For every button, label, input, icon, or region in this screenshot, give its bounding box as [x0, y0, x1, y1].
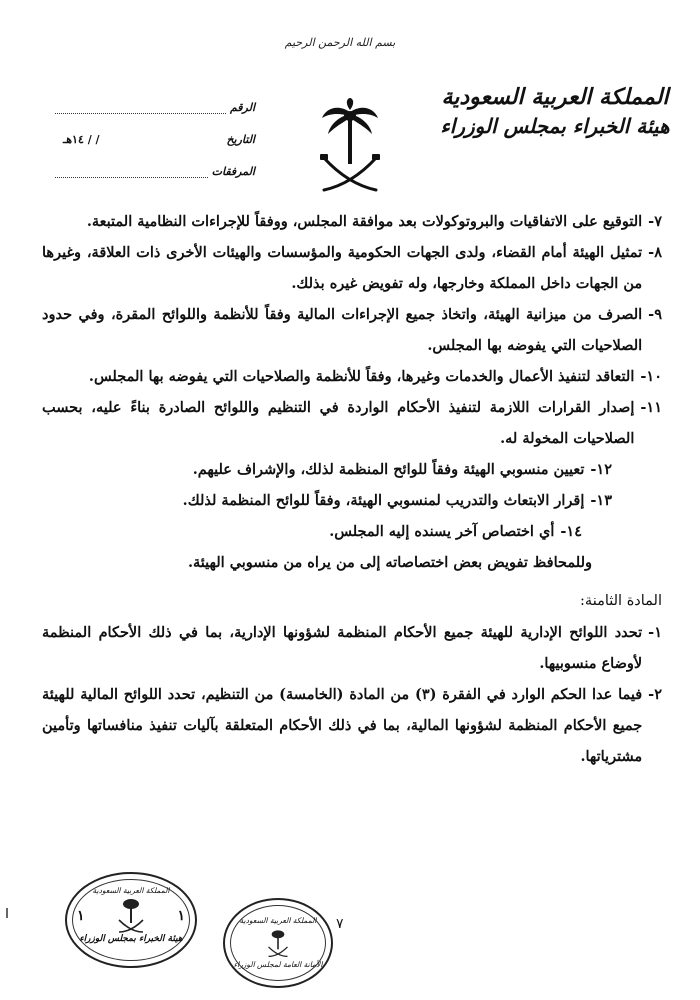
seal-text-bottom: الأمانة العامة لمجلس الوزراء — [233, 960, 323, 969]
official-seal — [223, 898, 333, 988]
seal-number: ١ — [177, 908, 185, 924]
attachments-label: المرفقات — [211, 165, 255, 178]
attachments-field — [55, 165, 208, 178]
article-item — [42, 679, 662, 772]
seal-text-top: المملكة العربية السعودية — [239, 916, 317, 925]
palm-swords-emblem-icon — [318, 98, 382, 198]
item-text: الصرف من ميزانية الهيئة، واتخاذ جميع الإجراءات المالية وفقاً للأنظمة واللوائح المقرة، وفي حدود الصلاحيات التي يفوضه بها المجلس. — [42, 306, 643, 354]
basmala: بسم الله الرحمن الرحيم — [284, 36, 396, 49]
seal-text-top: المملكة العربية السعودية — [92, 886, 170, 895]
date-value: / / ١٤هـ — [63, 133, 100, 146]
item-text: تحدد اللوائح الإدارية للهيئة جميع الأحكام المنظمة لشؤونها الإدارية، بما في ذلك الأحكام المنظمة لأوضاع منسوبيها. — [42, 624, 643, 672]
organization-name — [440, 84, 670, 138]
item-number: ١٠- — [640, 368, 662, 385]
item-text: التعاقد لتنفيذ الأعمال والخدمات وغيرها، وفقاً للأنظمة والصلاحيات التي يفوضه بها المجلس. — [88, 368, 635, 385]
item-text: فيما عدا الحكم الوارد في الفقرة (٣) من المادة (الخامسة) من التنظيم، تحدد اللوائح المالية للهيئة جميع الأحكام المنظمة لشؤونها المالية، بما في ذلك الأحكام المتعلقة بآليات تنفيذ منافساتها وتأمين مشترياتها. — [42, 686, 643, 765]
item-number: ٩- — [648, 306, 662, 323]
palm-swords-emblem-icon — [266, 928, 290, 958]
palm-swords-emblem-icon — [116, 896, 146, 934]
page-number: ٧ — [336, 916, 344, 932]
item-number: ٨- — [648, 244, 662, 261]
seal-number: ١ — [77, 908, 85, 924]
org-line-1: المملكة العربية السعودية — [441, 84, 669, 110]
item-text: إصدار القرارات اللازمة لتنفيذ الأحكام الواردة في التنظيم واللوائح الصادرة بناءً عليه، بحسب الصلاحيات المخولة له. — [42, 399, 635, 447]
reference-row — [55, 82, 255, 114]
delegation-paragraph: وللمحافظ تفويض بعض اختصاصاته إلى من يراه من منسوبي الهيئة. — [187, 554, 592, 571]
item-number: ١١- — [640, 399, 662, 416]
list-item — [42, 392, 662, 454]
list-item — [42, 206, 662, 237]
attachments-row — [55, 146, 255, 178]
item-number: ١٤- — [560, 523, 582, 540]
reference-field — [55, 101, 226, 114]
item-text: تمثيل الهيئة أمام القضاء، ولدى الجهات الحكومية والمؤسسات والهيئات الأخرى ذات العلاقة، وغيرها من الجهات داخل المملكة وخارجها، وله تفويض غيره بذلك. — [42, 244, 643, 292]
reference-label: الرقم — [229, 101, 255, 114]
list-item — [42, 516, 582, 547]
date-row — [55, 114, 255, 146]
item-text: تعيين منسوبي الهيئة وفقاً للوائح المنظمة لذلك، والإشراف عليهم. — [192, 461, 585, 478]
seal-text-bottom: هيئة الخبراء بمجلس الوزراء — [79, 934, 183, 944]
item-text: التوقيع على الاتفاقيات والبروتوكولات بعد موافقة المجلس، ووفقاً للإجراءات النظامية المتبعة. — [86, 213, 643, 230]
item-text: أي اختصاص آخر يسنده إليه المجلس. — [329, 523, 555, 540]
org-line-2: هيئة الخبراء بمجلس الوزراء — [440, 114, 670, 138]
item-text: إقرار الابتعاث والتدريب لمنسوبي الهيئة، وفقاً للوائح المنظمة لذلك. — [182, 492, 585, 509]
scan-mark — [6, 908, 8, 918]
list-item — [42, 485, 612, 516]
item-number: ١٣- — [590, 492, 612, 509]
list-item — [42, 361, 662, 392]
item-number: ١٢- — [590, 461, 612, 478]
article-title: المادة الثامنة: — [580, 593, 662, 609]
letterhead — [0, 24, 700, 194]
item-number: ٧- — [648, 213, 662, 230]
item-number: ٢- — [648, 686, 662, 703]
official-seal — [65, 872, 197, 968]
list-item — [42, 454, 612, 485]
reference-block — [55, 82, 255, 178]
article-item — [42, 617, 662, 679]
date-label: التاريخ — [226, 133, 255, 146]
document-body — [42, 206, 662, 772]
list-item — [42, 299, 662, 361]
list-item — [42, 237, 662, 299]
item-number: ١- — [648, 624, 662, 641]
